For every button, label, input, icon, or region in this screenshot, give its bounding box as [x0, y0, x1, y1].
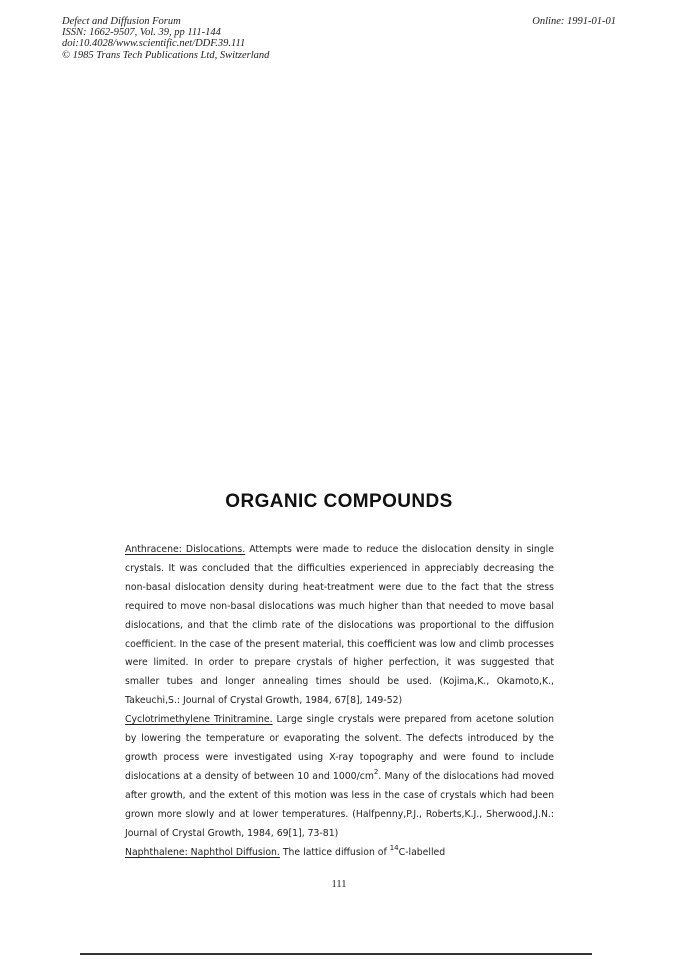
page-number: 111: [331, 879, 347, 890]
journal-header: [62, 16, 269, 61]
issn-line: ISSN: 1662-9507, Vol. 39, pp 111-144: [62, 27, 221, 39]
section-heading: Anthracene: Dislocations.: [125, 544, 246, 555]
journal-name: Defect and Diffusion Forum: [62, 16, 181, 27]
section-text-continued: . Many of the dislocations had moved after growth, and the extent of this motion was less in the case of crystals which had been grown more slowly and at lower temperatures. (Halfpenny,P.J., Roberts,K.J., Sherwood,J.N.: Journal of Crystal Growth, 1984, 69[1], 73-81): [125, 770, 554, 839]
section-text-continued: C-labelled: [398, 846, 446, 858]
superscript: 2: [373, 767, 379, 776]
section-anthracene: [125, 541, 554, 711]
copyright-line: © 1985 Trans Tech Publications Ltd, Switzerland: [62, 49, 270, 61]
section-naphthalene: [125, 844, 554, 863]
section-heading: Naphthalene: Naphthol Diffusion.: [125, 846, 280, 858]
online-date: Online: 1991-01-01: [532, 16, 616, 27]
section-text: Large single crystals were prepared from acetone solution by lowering the temperature or evaporating the solvent. The defects introduced by the growth process were investigated using X-ray topography and were found to include dislocations at a density of between 10 and 1000/cm: [125, 714, 555, 782]
section-text: Attempts were made to reduce the dislocation density in single crystals. It was concluded that the difficulties experienced in appreciably decreasing the non-basal dislocation density during heat-treatment were due to the fact that the stress required to move non-basal dislocations was much higher than that needed to move basal dislocations, and that the climb rate of the dislocations was proportional to the diffusion coefficient. In the case of the present material, this coefficient was low and climb processes were limited. In order to prepare crystals of higher perfection, it was suggested that smaller tubes and longer annealing times should be used. (Kojima,K., Okamoto,K., Takeuchi,S.: Journal of Crystal Growth, 1984, 67[8], 149-52): [125, 544, 554, 707]
section-heading: Cyclotrimethylene Trinitramine.: [125, 714, 273, 726]
article-body: [125, 541, 554, 862]
footer-divider: [80, 953, 592, 955]
section-cyclotrimethylene: [125, 711, 554, 843]
doi-line: doi:10.4028/www.scientific.net/DDF.39.111: [62, 38, 246, 50]
page-title: ORGANIC COMPOUNDS: [225, 491, 453, 512]
section-text: The lattice diffusion of: [279, 846, 390, 858]
superscript: 14: [389, 843, 399, 852]
